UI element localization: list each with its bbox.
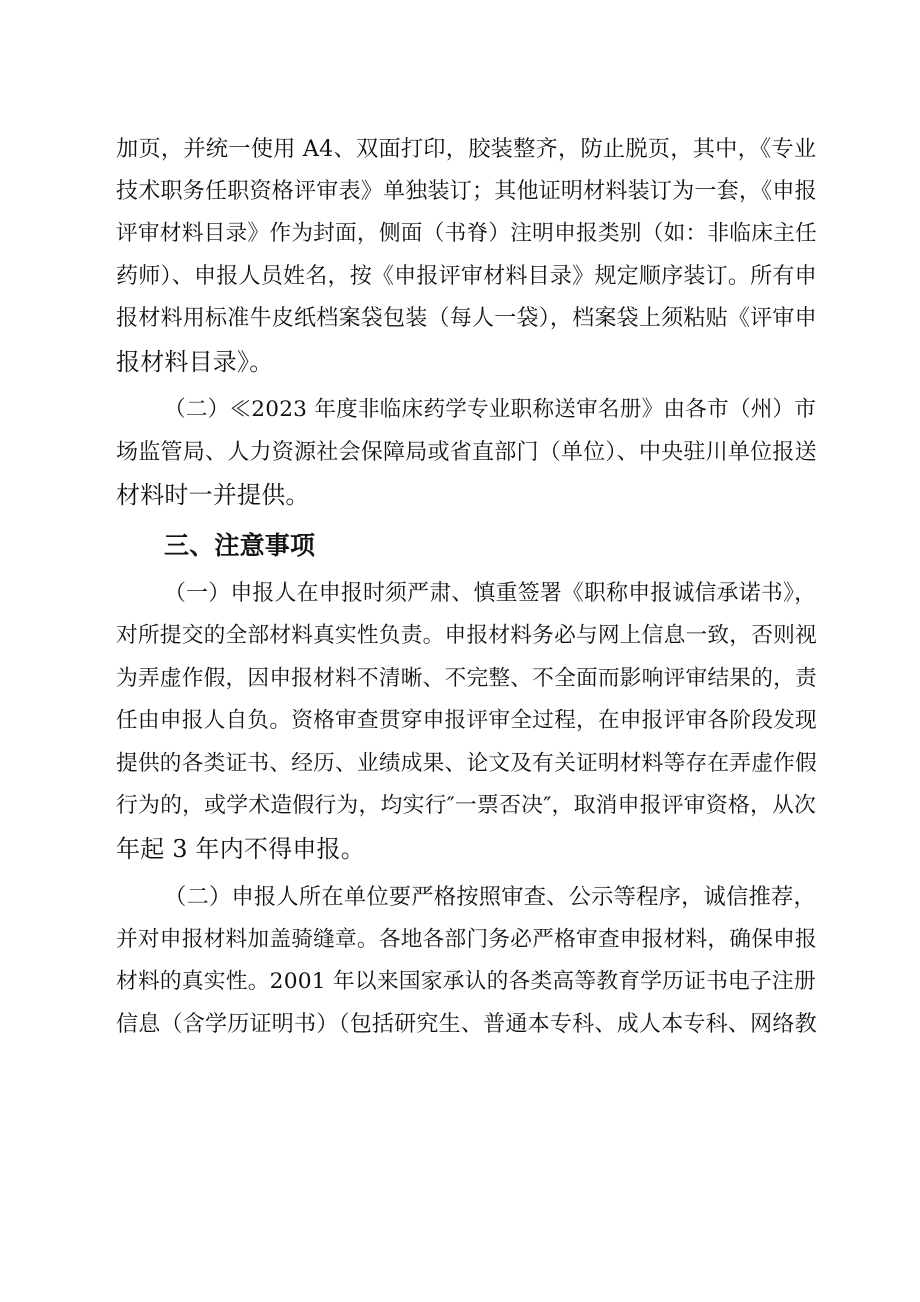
text-line: 为弄虚作假，因申报材料不清晰、不完整、不全面而影响评审结果的，责 (116, 665, 817, 691)
text-line: 对所提交的全部材料真实性负责。申报材料务必与网上信息一致，否则视 (116, 623, 817, 648)
text-line: 材料的真实性。2001 年以来国家承认的各类高等教育学历证书电子注册 (116, 969, 816, 994)
text-line: 药师）、申报人员姓名，按《申报评审材料目录》规定顺序装订。所有申 (116, 263, 817, 289)
text-line: （一）申报人在申报时须严肃、慎重签署《职称申报诚信承诺书》， (164, 580, 817, 606)
text-line: 技术职务任职资格评审表》单独装订；其他证明材料装订为一套，《申报 (116, 178, 817, 204)
text-line: 场监管局、人力资源社会保障局或省直部门（单位）、中央驻川单位报送 (116, 439, 817, 465)
text-line: 报材料用标准牛皮纸档案袋包装（每人一袋），档案袋上须粘贴《评审申 (116, 306, 817, 331)
paragraph-integrity-commitment (116, 573, 816, 871)
text-line: 并对申报材料加盖骑缝章。各地各部门务必严格审查申报材料，确保申报 (116, 926, 817, 952)
text-line: 评审材料目录》作为封面，侧面（书脊）注明申报类别（如：非临床主任 (116, 221, 817, 246)
text-line: 行为的，或学术造假行为，均实行″一票否决″，取消申报评审资格，从次 (116, 793, 817, 818)
text-line: 提供的各类证书、经历、业绩成果、论文及有关证明材料等存在弄虚作假 (116, 750, 817, 776)
text-line: （二）≪2023 年度非临床药学专业职称送审名册》由各市（州）市 (164, 397, 817, 422)
text-line: 年起 3 年内不得申报。 (116, 834, 365, 863)
text-line: 任由申报人自负。资格审查贯穿申报评审全过程，在申报评审各阶段发现 (116, 708, 817, 733)
text-line: 材料时一并提供。 (116, 481, 310, 509)
text-line: 信息（含学历证明书）（包括研究生、普通本专科、成人本专科、网络教 (116, 1011, 817, 1037)
text-line: 加页，并统一使用 A4、双面打印，胶装整齐，防止脱页，其中，《专业 (116, 136, 817, 162)
section-heading-notes: 三、注意事项 (164, 530, 316, 560)
paragraph-unit-review (116, 876, 816, 1046)
paragraph-binding-instructions (116, 128, 816, 383)
document-body (116, 128, 816, 1052)
paragraph-roster-submission (116, 389, 816, 517)
text-line: （二）申报人所在单位要严格按照审查、公示等程序，诚信推荐， (164, 884, 816, 910)
text-line: 报材料目录》。 (116, 347, 274, 376)
